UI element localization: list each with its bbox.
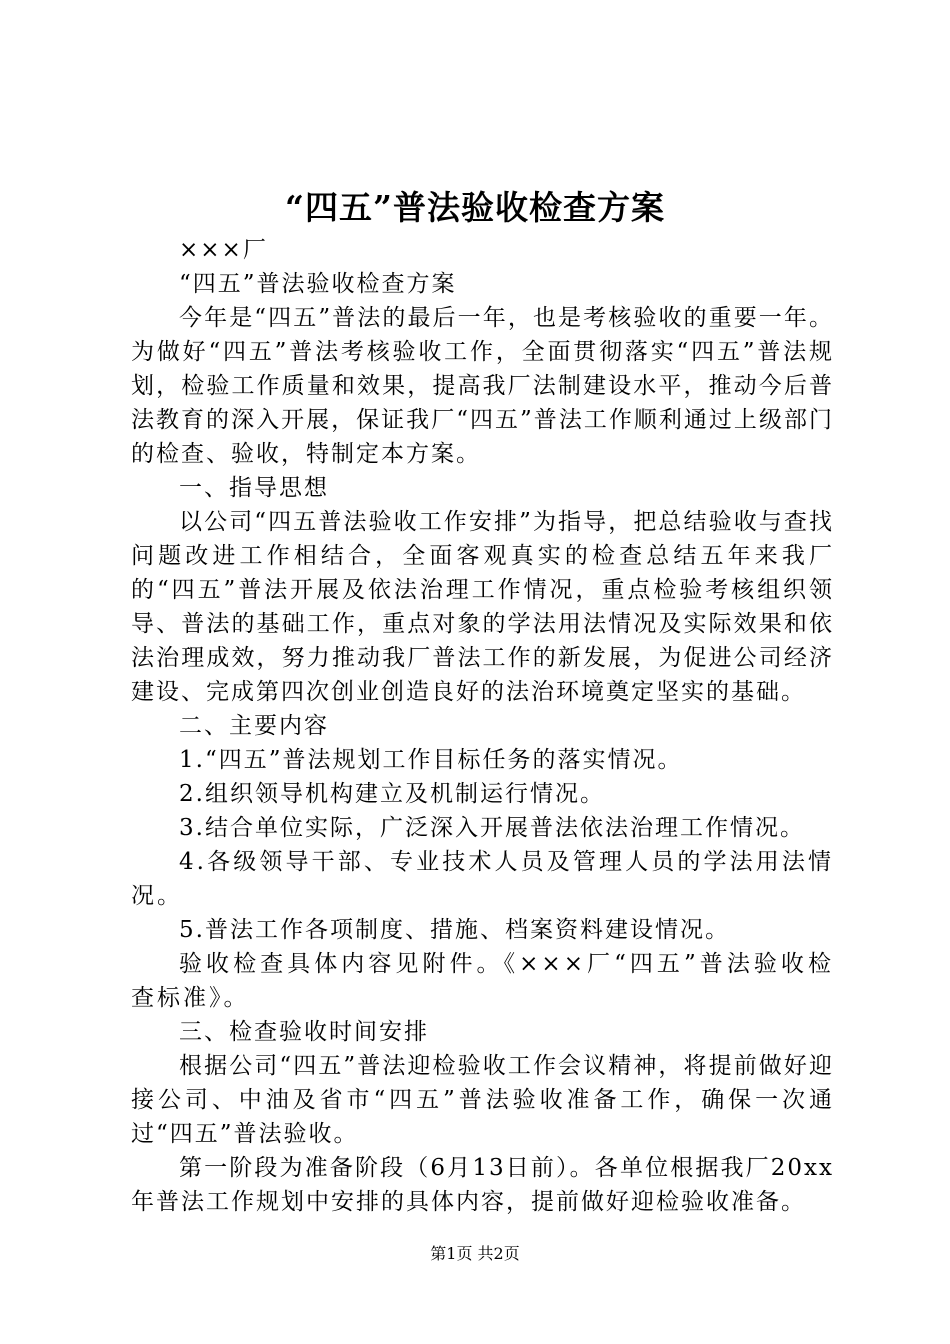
list-item-4: 4.各级领导干部、专业技术人员及管理人员的学法用法情况。 xyxy=(131,849,834,909)
list-item-5: 5.普法工作各项制度、措施、档案资料建设情况。 xyxy=(179,917,730,943)
paragraph-schedule: 根据公司“四五”普法迎检验收工作会议精神，将提前做好迎接公司、中油及省市“四五”普法验收准备工作，确保一次通过“四五”普法验收。 xyxy=(131,1053,834,1147)
list-item-3: 3.结合单位实际，广泛深入开展普法依法治理工作情况。 xyxy=(179,815,805,841)
paragraph-factory-name: ×××厂 xyxy=(179,237,268,263)
heading-schedule: 三、检查验收时间安排 xyxy=(179,1019,429,1045)
paragraph-subtitle: “四五”普法验收检查方案 xyxy=(179,271,457,297)
heading-main-content: 二、主要内容 xyxy=(179,713,329,739)
list-item-1: 1.“四五”普法规划工作目标任务的落实情况。 xyxy=(179,747,683,773)
list-item-2: 2.组织领导机构建立及机制运行情况。 xyxy=(179,781,605,807)
paragraph-attachment: 验收检查具体内容见附件。《×××厂“四五”普法验收检查标准》。 xyxy=(131,951,834,1011)
paragraph-intro: 今年是“四五”普法的最后一年，也是考核验收的重要一年。为做好“四五”普法考核验收工作，全面贯彻落实“四五”普法规划，检验工作质量和效果，提高我厂法制建设水平，推动今后普法教育的深入开展，保证我厂“四五”普法工作顺利通过上级部门的检查、验收，特制定本方案。 xyxy=(131,305,834,467)
paragraph-guiding-ideology: 以公司“四五普法验收工作安排”为指导，把总结验收与查找问题改进工作相结合，全面客观真实的检查总结五年来我厂的“四五”普法开展及依法治理工作情况，重点检验考核组织领导、普法的基础工作，重点对象的学法用法情况及实际效果和依法治理成效，努力推动我厂普法工作的新发展，为促进公司经济建设、完成第四次创业创造良好的法治环境奠定坚实的基础。 xyxy=(131,509,834,705)
page-footer: 第1页 共2页 xyxy=(430,1244,520,1263)
heading-guiding-ideology: 一、指导思想 xyxy=(179,475,329,501)
paragraph-phase-one: 第一阶段为准备阶段（6月13日前）。各单位根据我厂20xx年普法工作规划中安排的具体内容，提前做好迎检验收准备。 xyxy=(131,1155,834,1215)
document-body xyxy=(131,233,834,1219)
document-title: “四五”普法验收检查方案 xyxy=(285,188,665,227)
